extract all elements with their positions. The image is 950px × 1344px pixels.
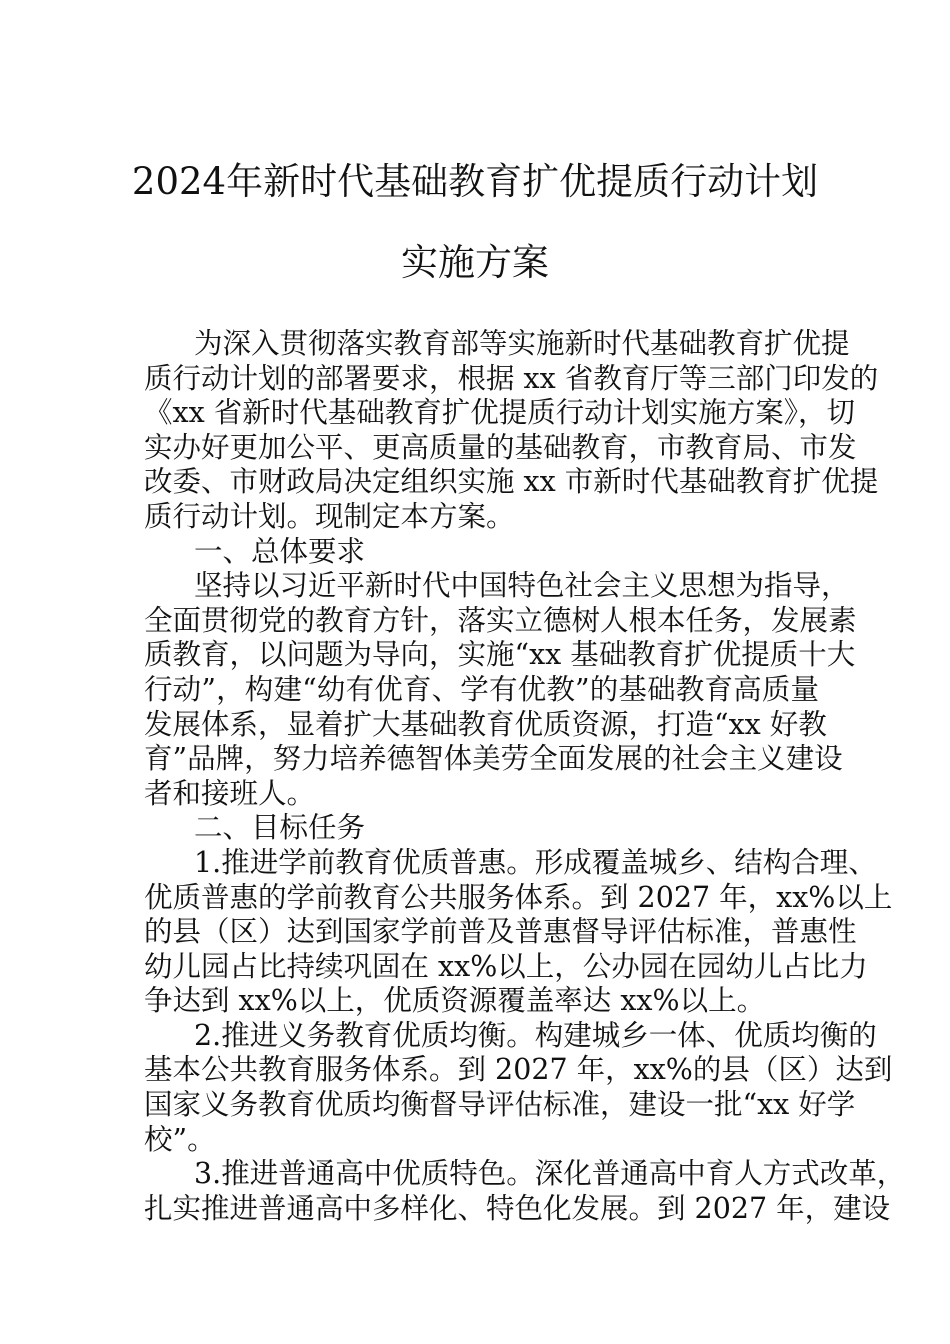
text-line: 质行动计划的部署要求，根据 xx 省教育厅等三部门印发的 <box>144 361 879 395</box>
text-line: 1.推进学前教育优质普惠。形成覆盖城乡、结构合理、 <box>194 845 877 879</box>
text-line: 扎实推进普通高中多样化、特色化发展。到 2027 年，建设 <box>144 1191 891 1225</box>
text-line: 发展体系，显着扩大基础教育优质资源，打造“xx 好教 <box>144 707 827 741</box>
text-line: 质行动计划。现制定本方案。 <box>144 499 515 533</box>
text-line: 国家义务教育优质均衡督导评估标准，建设一批“xx 好学 <box>144 1088 856 1122</box>
text-line: 改委、市财政局决定组织实施 xx 市新时代基础教育扩优提 <box>144 465 879 499</box>
text-line: 者和接班人。 <box>144 776 316 810</box>
text-line: 一、总体要求 <box>194 534 366 568</box>
title-line-1: 2024年新时代基础教育扩优提质行动计划 <box>131 160 819 203</box>
text-line: 3.推进普通高中优质特色。深化普通高中育人方式改革， <box>194 1157 906 1191</box>
text-line: 行动”，构建“幼有优育、学有优教”的基础教育高质量 <box>144 672 819 706</box>
text-line: 《xx 省新时代基础教育扩优提质行动计划实施方案》，切 <box>144 396 855 430</box>
text-line: 争达到 xx%以上，优质资源覆盖率达 xx%以上。 <box>144 984 766 1018</box>
text-line: 的县（区）达到国家学前普及普惠督导评估标准，普惠性 <box>144 915 857 949</box>
text-line: 基本公共教育服务体系。到 2027 年，xx%的县（区）达到 <box>144 1053 893 1087</box>
document-title <box>100 160 850 322</box>
text-line: 坚持以习近平新时代中国特色社会主义思想为指导， <box>194 569 850 603</box>
text-line: 质教育，以问题为导向，实施“xx 基础教育扩优提质十大 <box>144 638 856 672</box>
text-line: 校”。 <box>144 1122 216 1156</box>
text-line: 优质普惠的学前教育公共服务体系。到 2027 年，xx%以上 <box>144 880 893 914</box>
text-line: 2.推进义务教育优质均衡。构建城乡一体、优质均衡的 <box>194 1018 877 1052</box>
text-line: 幼儿园占比持续巩固在 xx%以上，公办园在园幼儿占比力 <box>144 949 868 983</box>
title-line-2: 实施方案 <box>401 241 549 284</box>
text-line: 二、目标任务 <box>194 811 366 845</box>
text-line: 实办好更加公平、更高质量的基础教育，市教育局、市发 <box>144 430 857 464</box>
text-line: 全面贯彻党的教育方针，落实立德树人根本任务，发展素 <box>144 603 857 637</box>
document-body <box>144 327 906 1226</box>
text-line: 育”品牌，努力培养德智体美劳全面发展的社会主义建设 <box>144 742 843 776</box>
text-line: 为深入贯彻落实教育部等实施新时代基础教育扩优提 <box>194 327 850 360</box>
